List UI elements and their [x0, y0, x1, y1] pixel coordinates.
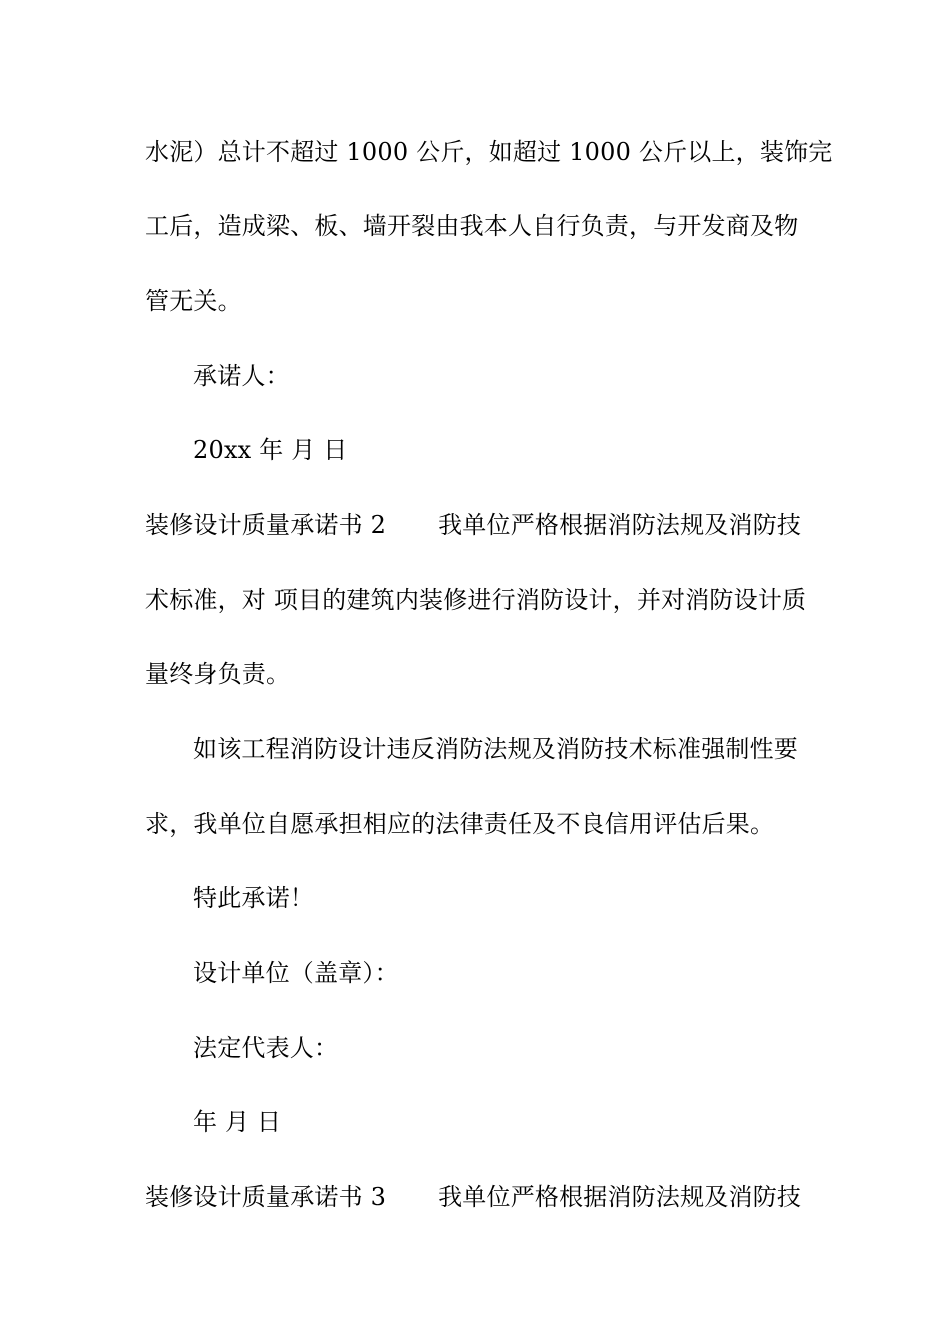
closing-line: [193, 882, 810, 914]
text-span: 工后，造成梁、板、墙开裂由我本人自行负责，与开发商及物: [145, 212, 799, 240]
legal-representative-label: [193, 1032, 810, 1064]
text-span: 我单位严格根据消防法规及消防技: [438, 511, 802, 539]
text-span: 设计单位（盖章）：: [193, 959, 399, 987]
text-span: 我单位严格根据消防法规及消防技: [438, 1183, 802, 1211]
paragraph-line: [145, 658, 810, 690]
paragraph-line: [193, 733, 810, 765]
text-span: 法定代表人：: [193, 1034, 339, 1062]
section-title: 装修设计质量承诺书 2: [145, 511, 387, 539]
paragraph-line: [145, 210, 810, 242]
paragraph-line: [145, 136, 833, 168]
text-span: 20xx 年 月 日: [193, 436, 348, 464]
paragraph-line: [145, 808, 810, 840]
text-span: 量终身负责。: [145, 660, 291, 688]
date-line: [193, 1106, 810, 1138]
text-span: 管无关。: [145, 287, 242, 315]
paragraph-line: [145, 285, 810, 317]
signer-label: [193, 360, 810, 392]
text-span: 如该工程消防设计违反消防法规及消防技术标准强制性要: [193, 735, 798, 763]
text-span: 特此承诺！: [193, 884, 314, 912]
section-heading-2: [145, 509, 810, 541]
section-title: 装修设计质量承诺书 3: [145, 1183, 387, 1211]
text-span: 承诺人：: [193, 362, 290, 390]
text-span: 术标准，对 项目的建筑内装修进行消防设计，并对消防设计质: [145, 586, 807, 614]
section-heading-3: [145, 1181, 810, 1213]
design-unit-label: [193, 957, 810, 989]
text-span: 求，我单位自愿承担相应的法律责任及不良信用评估后果。: [145, 810, 775, 838]
text-span: 水泥）总计不超过 1000 公斤，如超过 1000 公斤以上，装饰完: [145, 138, 833, 166]
date-line: [193, 434, 810, 466]
paragraph-line: [145, 584, 810, 616]
text-span: 年 月 日: [193, 1108, 282, 1136]
